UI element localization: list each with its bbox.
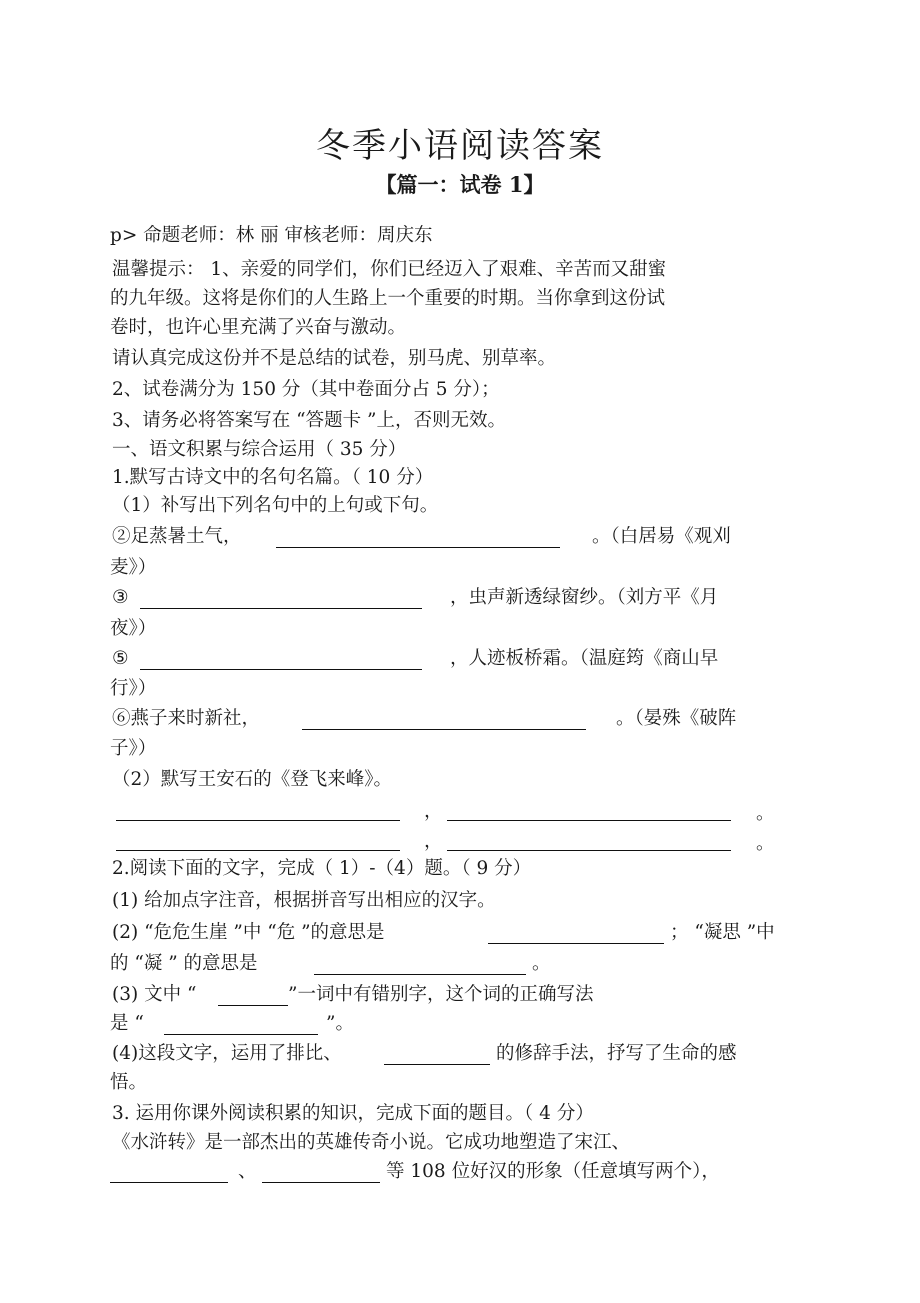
sub-question-cont: ； “凝思 ”中 [670,922,775,943]
sub-question-cont: 是 “ [110,1013,144,1034]
question-heading: 1.默写古诗文中的名句名篇。（ 10 分） [112,467,434,488]
punctuation: ”。 [326,1013,354,1034]
q1-item4-text: ⑥燕子来时新社， [112,708,261,729]
intro-line: 卷时，也许心里充满了兴奋与激动。 [110,317,407,338]
sub-question-cont: ”一词中有错别字，这个词的正确写法 [288,984,594,1005]
q1-item2-num: ③ [112,587,129,608]
answer-blank[interactable] [218,985,288,1006]
answer-blank[interactable] [447,800,731,821]
answer-blank[interactable] [110,1162,228,1183]
intro-line: 2、试卷满分为 150 分（其中卷面分占 5 分）； [112,379,500,400]
punctuation: ， [424,801,443,822]
intro-line: 3、请务必将答案写在 “答题卡 ”上，否则无效。 [112,410,506,431]
punctuation: 、 [238,1161,257,1182]
q1-item1-source: 。（白居易《观刈 [592,526,731,547]
q1-item1-source-cont: 麦》） [110,557,157,578]
answer-blank[interactable] [140,588,422,609]
answer-blank[interactable] [447,830,731,851]
sub-question-cont: 的修辞手法，抒写了生命的感 [496,1043,737,1064]
answer-blank[interactable] [140,649,422,670]
sub-question: (3) 文中 “ [112,984,197,1005]
answer-blank[interactable] [116,830,400,851]
author-line: p> 命题老师：林 丽 审核老师：周庆东 [110,225,433,246]
document-subtitle: 【篇一：试卷 1】 [375,172,545,197]
question-heading: 2.阅读下面的文字，完成（ 1）-（4）题。（ 9 分） [112,858,532,879]
q1-item3-source-cont: 行》） [110,678,157,699]
punctuation: ， [424,831,443,852]
question-text: 等 108 位好汉的形象（任意填写两个）， [386,1161,720,1182]
document-title: 冬季小语阅读答案 [316,126,604,166]
section-heading: 一、语文积累与综合运用（ 35 分） [112,439,407,460]
q1-item4-source-cont: 子》） [110,738,157,759]
answer-blank[interactable] [164,1014,318,1035]
sub-question: （2）默写王安石的《登飞来峰》。 [112,769,393,790]
q1-item1-text: ②足蒸暑土气， [112,526,242,547]
sub-question-cont: 悟。 [110,1072,148,1093]
answer-blank[interactable] [262,1162,380,1183]
q1-item2-text: ，虫声新透绿窗纱。（刘方平《月 [450,587,719,608]
answer-blank[interactable] [384,1044,490,1065]
q1-item4-source: 。（晏殊《破阵 [616,708,737,729]
answer-blank[interactable] [314,954,526,975]
sub-question: （1）补写出下列名句中的上句或下句。 [112,495,439,516]
sub-question: (2) “危危生崖 ”中 “危 ”的意思是 [112,922,385,943]
q1-item3-text: ，人迹板桥霜。（温庭筠《商山早 [450,648,719,669]
punctuation: 。 [756,833,775,854]
intro-line: 请认真完成这份并不是总结的试卷，别马虎、别草率。 [112,348,557,369]
sub-question: (1) 给加点字注音，根据拼音写出相应的汉字。 [112,890,496,911]
intro-line: 温馨提示： 1、亲爱的同学们，你们已经迈入了艰难、辛苦而又甜蜜 [112,259,667,280]
sub-question-cont: 的 “凝 ” 的意思是 [110,953,258,974]
punctuation: 。 [756,803,775,824]
answer-blank[interactable] [116,800,400,821]
question-text: 《水浒转》是一部杰出的英雄传奇小说。它成功地塑造了宋江、 [112,1132,631,1153]
question-heading: 3. 运用你课外阅读积累的知识，完成下面的题目。（ 4 分） [112,1103,594,1124]
q1-item2-source-cont: 夜》） [110,618,157,639]
punctuation: 。 [532,953,551,974]
answer-blank[interactable] [488,923,664,944]
answer-blank[interactable] [276,527,560,548]
intro-line: 的九年级。这将是你们的人生路上一个重要的时期。当你拿到这份试 [110,288,666,309]
q1-item3-num: ⑤ [112,648,129,669]
sub-question: (4)这段文字，运用了排比、 [112,1043,342,1064]
answer-blank[interactable] [302,709,586,730]
